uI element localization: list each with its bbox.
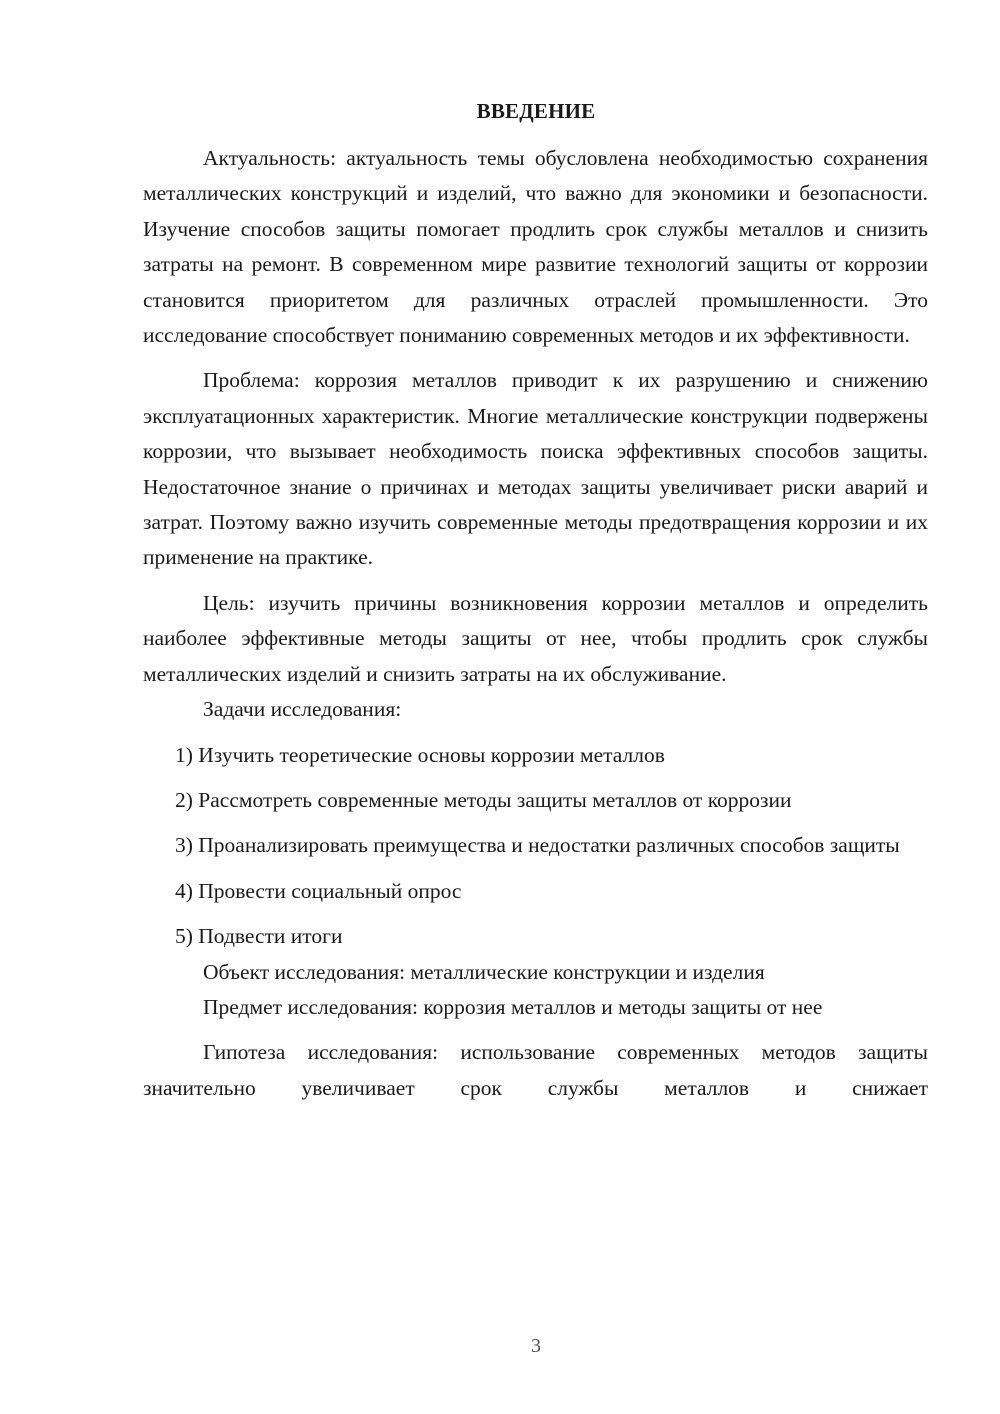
tasks-title: Задачи исследования: — [203, 697, 402, 722]
task-item: 3) Проанализировать преимущества и недостатки различных способов защиты — [175, 833, 900, 858]
section-heading: ВВЕДЕНИЕ — [476, 99, 596, 123]
task-item: 5) Подвести итоги — [175, 924, 343, 949]
paragraph-relevance: Актуальность: актуальность темы обусловлена необходимостью сохранения металлических конструкций и изделий, что важно для экономики и безопасности. Изучение способов защиты помогает продлить срок службы металлов и снизить затраты на ремонт. В современном мире развитие технологий защиты от коррозии становится приоритетом для различных отраслей промышленности. Это исследование способствует пониманию современных методов и их эффективности. — [143, 146, 928, 348]
task-item: 2) Рассмотреть современные методы защиты металлов от коррозии — [175, 787, 792, 812]
paragraph-goal: Цель: изучить причины возникновения коррозии металлов и определить наиболее эффективные методы защиты от нее, чтобы продлить срок службы металлических изделий и снизить затраты на их обслуживание. — [143, 590, 928, 686]
task-item: 4) Провести социальный опрос — [175, 878, 462, 903]
paragraph-problem: Проблема: коррозия металлов приводит к их разрушению и снижению эксплуатационных характеристик. Многие металлические конструкции подвержены коррозии, что вызывает необходимость поиска эффективных способов защиты. Недостаточное знание о причинах и методах защиты увеличивает риски аварий и затрат. Поэтому важно изучить современные методы предотвращения коррозии и их применение на практике. — [143, 368, 928, 570]
document-body — [143, 141, 928, 1106]
research-subject: Предмет исследования: коррозия металлов и методы защиты от нее — [203, 994, 823, 1019]
page-number: 3 — [531, 1335, 541, 1357]
research-object: Объект исследования: металлические конструкции и изделия — [203, 959, 765, 984]
research-hypothesis: Гипотеза исследования: использование современных методов защиты значительно увеличивает срок службы металлов и снижает — [143, 1040, 928, 1100]
task-item: 1) Изучить теоретические основы коррозии металлов — [175, 742, 665, 767]
